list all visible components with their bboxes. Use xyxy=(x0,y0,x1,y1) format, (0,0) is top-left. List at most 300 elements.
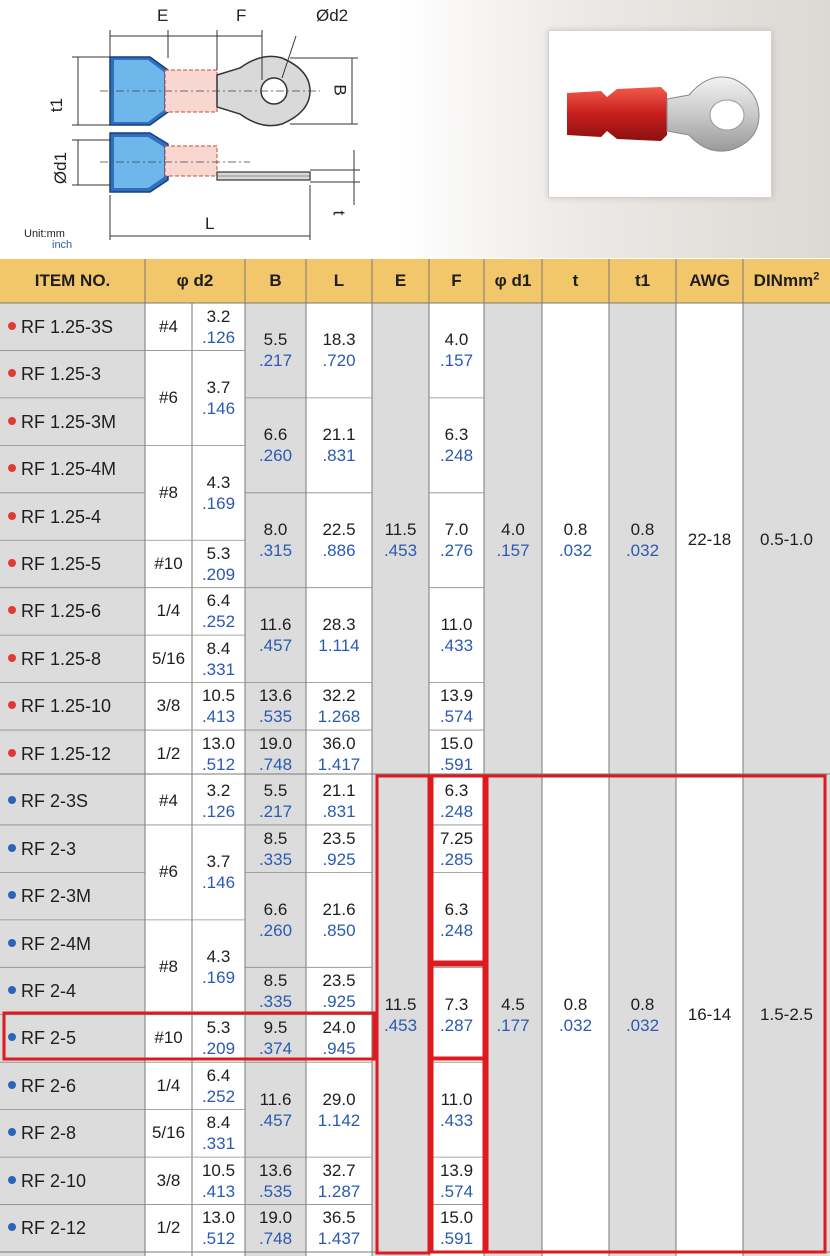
l-value xyxy=(306,685,372,727)
d2-value xyxy=(192,543,245,585)
b-value xyxy=(245,780,306,822)
dim-label-d1: Ød1 xyxy=(51,151,71,185)
e-value xyxy=(372,519,429,561)
item-name xyxy=(8,1027,76,1049)
b-value-mm: 5.5 xyxy=(263,781,288,801)
t1-value xyxy=(609,994,676,1036)
l-value xyxy=(306,828,372,870)
item-name xyxy=(8,648,101,670)
d2-value-mm: 3.2 xyxy=(206,781,231,801)
t-value-inch: .032 xyxy=(558,541,593,561)
b-value xyxy=(245,899,306,941)
series-dot-icon xyxy=(8,654,16,662)
l-value-inch: .945 xyxy=(322,1039,356,1059)
f-value-inch: .574 xyxy=(439,707,474,727)
l-value xyxy=(306,519,372,561)
f-value xyxy=(429,519,484,561)
item-name-text: RF 2-5 xyxy=(21,1028,77,1049)
b-value xyxy=(245,329,306,371)
b-value xyxy=(245,733,306,775)
l-value xyxy=(306,970,372,1012)
b-value-inch: .315 xyxy=(258,541,293,561)
header-din-sup: 2 xyxy=(813,270,820,283)
item-name-text: RF 2-3 xyxy=(21,838,77,859)
item-name xyxy=(8,790,88,812)
f-value-inch: .574 xyxy=(439,1181,474,1201)
f-value-inch: .157 xyxy=(439,351,474,371)
d2-value-mm: 8.4 xyxy=(206,1113,231,1133)
l-value-mm: 23.5 xyxy=(322,971,356,991)
item-name xyxy=(8,1170,86,1192)
d2-value-mm: 5.3 xyxy=(206,1018,231,1038)
f-value xyxy=(429,780,484,822)
e-value-mm: 11.5 xyxy=(384,520,417,540)
d2-value-mm: 10.5 xyxy=(201,686,236,706)
item-name xyxy=(8,838,76,860)
d2-value-inch: .252 xyxy=(201,1086,236,1106)
d2-value-inch: .512 xyxy=(201,754,236,774)
l-value-mm: 21.6 xyxy=(322,899,356,919)
header-d2: φ d2 xyxy=(176,271,214,290)
item-name-text: RF 2-6 xyxy=(21,1075,77,1096)
b-value-mm: 11.6 xyxy=(259,615,292,635)
l-value-inch: 1.417 xyxy=(317,754,361,774)
f-value-inch: .248 xyxy=(439,446,474,466)
l-value xyxy=(306,1160,372,1202)
item-name-text: RF 2-12 xyxy=(21,1218,87,1239)
dim-label-t: t xyxy=(329,210,349,216)
header-t: t xyxy=(572,271,579,290)
dim-label-e: E xyxy=(157,6,169,25)
item-name xyxy=(8,980,76,1002)
d2-value-inch: .331 xyxy=(201,659,236,679)
item-name xyxy=(8,600,101,622)
f-value-inch: .287 xyxy=(439,1015,474,1035)
header-f: F xyxy=(451,271,462,290)
l-value xyxy=(306,1017,372,1059)
b-value-mm: 19.0 xyxy=(258,733,293,753)
series-dot-icon xyxy=(8,322,16,330)
header-din-text: DINmm xyxy=(753,271,814,290)
l-value-mm: 18.3 xyxy=(322,330,356,350)
dim-label-t1: t1 xyxy=(47,97,67,113)
l-value-mm: 32.2 xyxy=(322,686,356,706)
item-name-text: RF 1.25-10 xyxy=(21,696,112,717)
f-value-inch: .276 xyxy=(439,541,474,561)
header-d1: φ d1 xyxy=(494,271,532,290)
b-value-inch: .748 xyxy=(258,754,293,774)
b-value-inch: .217 xyxy=(258,802,293,822)
t1-value xyxy=(609,519,676,561)
d2-value xyxy=(192,733,245,775)
d2-value-mm: 8.4 xyxy=(206,638,231,658)
l-value-mm: 36.0 xyxy=(322,733,356,753)
stud-size: #6 xyxy=(159,862,178,882)
f-value-inch: .591 xyxy=(439,754,474,774)
t-value-mm: 0.8 xyxy=(563,520,588,540)
unit-inch-label: inch xyxy=(52,239,73,251)
item-name-text: RF 2-8 xyxy=(21,1123,77,1144)
stud-size: 3/8 xyxy=(156,696,181,716)
b-value-inch: .457 xyxy=(258,636,293,656)
l-value-inch: .925 xyxy=(322,992,356,1012)
b-value-mm: 5.5 xyxy=(263,330,288,350)
b-value-inch: .748 xyxy=(258,1229,293,1249)
series-dot-icon xyxy=(8,417,16,425)
l-value-inch: .831 xyxy=(322,446,356,466)
d2-value-mm: 4.3 xyxy=(206,947,231,967)
b-value-mm: 13.6 xyxy=(258,686,293,706)
l-value-mm: 21.1 xyxy=(322,425,356,445)
l-value-inch: .720 xyxy=(322,351,356,371)
f-value-inch: .433 xyxy=(439,1110,474,1130)
d2-value xyxy=(192,851,245,893)
d2-value-mm: 6.4 xyxy=(206,591,231,611)
header-awg: AWG xyxy=(689,271,730,290)
f-value-mm: 11.0 xyxy=(440,615,473,635)
b-value-mm: 9.5 xyxy=(263,1018,288,1038)
item-name-text: RF 2-3S xyxy=(21,791,89,812)
item-name-text: RF 1.25-3M xyxy=(21,411,117,432)
table-grid xyxy=(0,259,830,1256)
item-name xyxy=(8,411,116,433)
item-name xyxy=(8,316,113,338)
item-name-text: RF 1.25-5 xyxy=(21,553,102,574)
f-value-mm: 15.0 xyxy=(439,733,474,753)
header-area xyxy=(0,0,830,258)
l-value xyxy=(306,899,372,941)
stud-size: #4 xyxy=(159,316,178,336)
item-name xyxy=(8,363,101,385)
series-dot-icon xyxy=(8,559,16,567)
b-value-mm: 8.5 xyxy=(263,971,288,991)
l-value-mm: 32.7 xyxy=(322,1160,356,1180)
spec-table xyxy=(0,259,830,1256)
t1-value-mm: 0.8 xyxy=(630,520,655,540)
l-value-inch: 1.142 xyxy=(317,1110,361,1130)
f-value xyxy=(429,329,484,371)
e-value-inch: .453 xyxy=(383,541,418,561)
f-value-mm: 6.3 xyxy=(444,781,469,801)
l-value-inch: .925 xyxy=(322,849,356,869)
item-name xyxy=(8,695,111,717)
b-value-inch: .260 xyxy=(258,920,293,940)
item-name-text: RF 2-4M xyxy=(21,933,92,954)
series-dot-icon xyxy=(8,891,16,899)
l-value-inch: .850 xyxy=(322,920,356,940)
item-name-text: RF 2-3M xyxy=(21,886,92,907)
f-value xyxy=(429,994,484,1036)
stud-size: 1/4 xyxy=(156,1075,181,1095)
series-dot-icon xyxy=(8,1176,16,1184)
item-name-text: RF 1.25-4M xyxy=(21,459,117,480)
d2-value xyxy=(192,377,245,419)
d1-value-inch: .157 xyxy=(496,541,530,561)
awg-value: 16-14 xyxy=(687,1004,732,1024)
d2-value-inch: .146 xyxy=(201,398,236,418)
stud-size: #10 xyxy=(154,553,183,573)
d2-value xyxy=(192,1207,245,1249)
terminal-top-view xyxy=(100,56,320,125)
header-l: L xyxy=(333,271,345,290)
ring-terminal-drawing xyxy=(0,0,400,258)
f-value-mm: 13.9 xyxy=(439,686,474,706)
l-value-inch: 1.437 xyxy=(317,1229,361,1249)
dim-label-f: F xyxy=(236,6,247,25)
d2-value-inch: .331 xyxy=(201,1134,236,1154)
f-value-mm: 6.3 xyxy=(444,425,469,445)
d2-value-inch: .209 xyxy=(201,1039,236,1059)
stud-size: 1/2 xyxy=(156,1218,181,1238)
d2-value xyxy=(192,1112,245,1154)
l-value xyxy=(306,614,372,656)
d2-value xyxy=(192,306,245,348)
b-value-inch: .335 xyxy=(258,992,293,1012)
series-dot-icon xyxy=(8,369,16,377)
d2-value-inch: .413 xyxy=(201,707,236,727)
f-value-mm: 7.25 xyxy=(439,828,474,848)
l-value xyxy=(306,1089,372,1131)
series-dot-icon xyxy=(8,1128,16,1136)
f-value xyxy=(429,424,484,466)
d2-value xyxy=(192,1017,245,1059)
l-value-mm: 29.0 xyxy=(322,1089,356,1109)
item-name-text: RF 2-10 xyxy=(21,1170,87,1191)
series-dot-icon xyxy=(8,1081,16,1089)
b-value xyxy=(245,1207,306,1249)
item-name-text: RF 1.25-12 xyxy=(21,743,112,764)
t1-value-mm: 0.8 xyxy=(630,994,655,1014)
dim-label-b: B xyxy=(330,84,350,96)
item-name xyxy=(8,506,101,528)
unit-mm-label: Unit:mm xyxy=(24,228,65,240)
b-value xyxy=(245,424,306,466)
l-value xyxy=(306,329,372,371)
f-value xyxy=(429,685,484,727)
d2-value xyxy=(192,638,245,680)
f-value-inch: .591 xyxy=(439,1229,474,1249)
d2-value xyxy=(192,780,245,822)
b-value-inch: .217 xyxy=(258,351,293,371)
b-value-mm: 13.6 xyxy=(258,1160,293,1180)
b-value xyxy=(245,685,306,727)
l-value-mm: 22.5 xyxy=(322,520,356,540)
t-value-inch: .032 xyxy=(558,1015,593,1035)
item-name xyxy=(8,885,91,907)
f-value-inch: .285 xyxy=(439,849,474,869)
b-value-inch: .535 xyxy=(258,707,293,727)
b-value-inch: .260 xyxy=(258,446,293,466)
b-value-inch: .457 xyxy=(258,1110,293,1130)
b-value-mm: 8.5 xyxy=(263,828,288,848)
stud-size: 5/16 xyxy=(151,648,186,668)
item-name-text: RF 1.25-4 xyxy=(21,506,102,527)
d2-value-mm: 3.7 xyxy=(206,377,231,397)
t1-value-inch: .032 xyxy=(625,1015,660,1035)
f-value-mm: 15.0 xyxy=(439,1208,474,1228)
product-photo xyxy=(548,30,772,198)
f-value-mm: 13.9 xyxy=(439,1160,474,1180)
d2-value xyxy=(192,685,245,727)
f-value xyxy=(429,1089,484,1131)
t-value xyxy=(542,994,609,1036)
d2-value-inch: .413 xyxy=(201,1181,236,1201)
item-name xyxy=(8,553,101,575)
e-value xyxy=(372,994,429,1036)
b-value-mm: 19.0 xyxy=(258,1208,293,1228)
b-value-mm: 11.6 xyxy=(259,1089,292,1109)
series-dot-icon xyxy=(8,844,16,852)
f-value xyxy=(429,1160,484,1202)
b-value xyxy=(245,1089,306,1131)
d2-value-mm: 13.0 xyxy=(201,1208,236,1228)
header-item-no: ITEM NO. xyxy=(34,271,111,290)
din-value: 1.5-2.5 xyxy=(760,1004,813,1024)
b-value-mm: 6.6 xyxy=(263,425,288,445)
f-value-mm: 7.0 xyxy=(444,520,469,540)
b-value-mm: 6.6 xyxy=(263,899,288,919)
item-name xyxy=(8,1075,76,1097)
series-dot-icon xyxy=(8,701,16,709)
d2-value-inch: .146 xyxy=(201,873,236,893)
f-value xyxy=(429,733,484,775)
f-value-mm: 7.3 xyxy=(444,994,469,1014)
awg-value: 22-18 xyxy=(687,530,732,550)
l-value xyxy=(306,424,372,466)
d2-value-inch: .169 xyxy=(201,493,236,513)
header-b: B xyxy=(269,271,282,290)
d1-value xyxy=(484,994,542,1036)
header-t1: t1 xyxy=(634,271,651,290)
stud-size: 5/16 xyxy=(151,1123,186,1143)
header-e: E xyxy=(394,271,407,290)
l-value xyxy=(306,733,372,775)
f-value-inch: .433 xyxy=(439,636,474,656)
series-dot-icon xyxy=(8,796,16,804)
e-value-inch: .453 xyxy=(383,1015,418,1035)
stud-size: 3/8 xyxy=(156,1170,181,1190)
t1-value-inch: .032 xyxy=(625,541,660,561)
stud-size: 1/2 xyxy=(156,743,181,763)
stud-size: 1/4 xyxy=(156,601,181,621)
item-name xyxy=(8,1217,86,1239)
d2-value xyxy=(192,472,245,514)
d1-value xyxy=(484,519,542,561)
item-name xyxy=(8,743,111,765)
l-value-mm: 28.3 xyxy=(322,615,356,635)
series-dot-icon xyxy=(8,986,16,994)
b-value-inch: .535 xyxy=(258,1181,293,1201)
series-dot-icon xyxy=(8,606,16,614)
d2-value xyxy=(192,1065,245,1107)
dim-label-d2: Ød2 xyxy=(316,6,349,25)
b-value xyxy=(245,970,306,1012)
l-value-inch: 1.268 xyxy=(317,707,361,727)
d2-value-inch: .126 xyxy=(201,327,236,347)
stud-size: #10 xyxy=(154,1028,183,1048)
series-dot-icon xyxy=(8,749,16,757)
series-dot-icon xyxy=(8,939,16,947)
stud-size: #4 xyxy=(159,791,178,811)
d2-value-mm: 3.2 xyxy=(206,306,231,326)
b-value xyxy=(245,1017,306,1059)
d2-value-mm: 4.3 xyxy=(206,472,231,492)
d2-value xyxy=(192,946,245,988)
f-value-mm: 4.0 xyxy=(444,330,469,350)
d2-value-inch: .252 xyxy=(201,612,236,632)
red-ring-terminal-image xyxy=(549,31,771,197)
d2-value-inch: .126 xyxy=(201,802,236,822)
item-name xyxy=(8,933,91,955)
b-value-inch: .335 xyxy=(258,849,293,869)
f-value-inch: .248 xyxy=(439,920,474,940)
b-value-inch: .374 xyxy=(258,1039,293,1059)
f-value xyxy=(429,614,484,656)
l-value-inch: 1.114 xyxy=(318,636,360,656)
din-value: 0.5-1.0 xyxy=(760,530,813,550)
series-dot-icon xyxy=(8,1033,16,1041)
b-value xyxy=(245,1160,306,1202)
stud-size: #8 xyxy=(159,482,178,502)
stud-size: #6 xyxy=(159,387,178,407)
f-value xyxy=(429,1207,484,1249)
l-value-mm: 21.1 xyxy=(322,781,356,801)
l-value-inch: 1.287 xyxy=(317,1181,361,1201)
d1-value-mm: 4.5 xyxy=(501,994,525,1014)
l-value xyxy=(306,780,372,822)
e-value-mm: 11.5 xyxy=(384,994,417,1014)
item-name xyxy=(8,1122,76,1144)
d2-value-inch: .512 xyxy=(201,1229,236,1249)
b-value-mm: 8.0 xyxy=(263,520,288,540)
item-name-text: RF 1.25-6 xyxy=(21,601,102,622)
d2-value-mm: 6.4 xyxy=(206,1065,231,1085)
d1-value-inch: .177 xyxy=(496,1015,530,1035)
t-value-mm: 0.8 xyxy=(563,994,588,1014)
b-value xyxy=(245,519,306,561)
b-value xyxy=(245,828,306,870)
d2-value-mm: 13.0 xyxy=(201,733,236,753)
d2-value xyxy=(192,1160,245,1202)
d2-value xyxy=(192,590,245,632)
l-value-mm: 24.0 xyxy=(322,1018,356,1038)
l-value-mm: 36.5 xyxy=(322,1208,356,1228)
d1-value-mm: 4.0 xyxy=(501,520,525,540)
t-value xyxy=(542,519,609,561)
d2-value-inch: .169 xyxy=(201,968,236,988)
d2-value-inch: .209 xyxy=(201,564,236,584)
d2-value-mm: 3.7 xyxy=(206,852,231,872)
f-value-mm: 11.0 xyxy=(440,1089,473,1109)
item-name-text: RF 1.25-8 xyxy=(21,648,102,669)
f-value xyxy=(429,828,484,870)
d2-value-mm: 10.5 xyxy=(201,1160,236,1180)
series-dot-icon xyxy=(8,512,16,520)
f-value xyxy=(429,899,484,941)
l-value-inch: .831 xyxy=(322,802,356,822)
b-value xyxy=(245,614,306,656)
item-name-text: RF 1.25-3S xyxy=(21,316,114,337)
l-value xyxy=(306,1207,372,1249)
l-value-inch: .886 xyxy=(322,541,356,561)
series-dot-icon xyxy=(8,464,16,472)
item-name-text: RF 2-4 xyxy=(21,981,77,1002)
header-din xyxy=(743,261,830,301)
l-value-mm: 23.5 xyxy=(322,828,356,848)
dim-label-l: L xyxy=(205,214,215,233)
f-value-mm: 6.3 xyxy=(444,899,469,919)
f-value-inch: .248 xyxy=(439,802,474,822)
